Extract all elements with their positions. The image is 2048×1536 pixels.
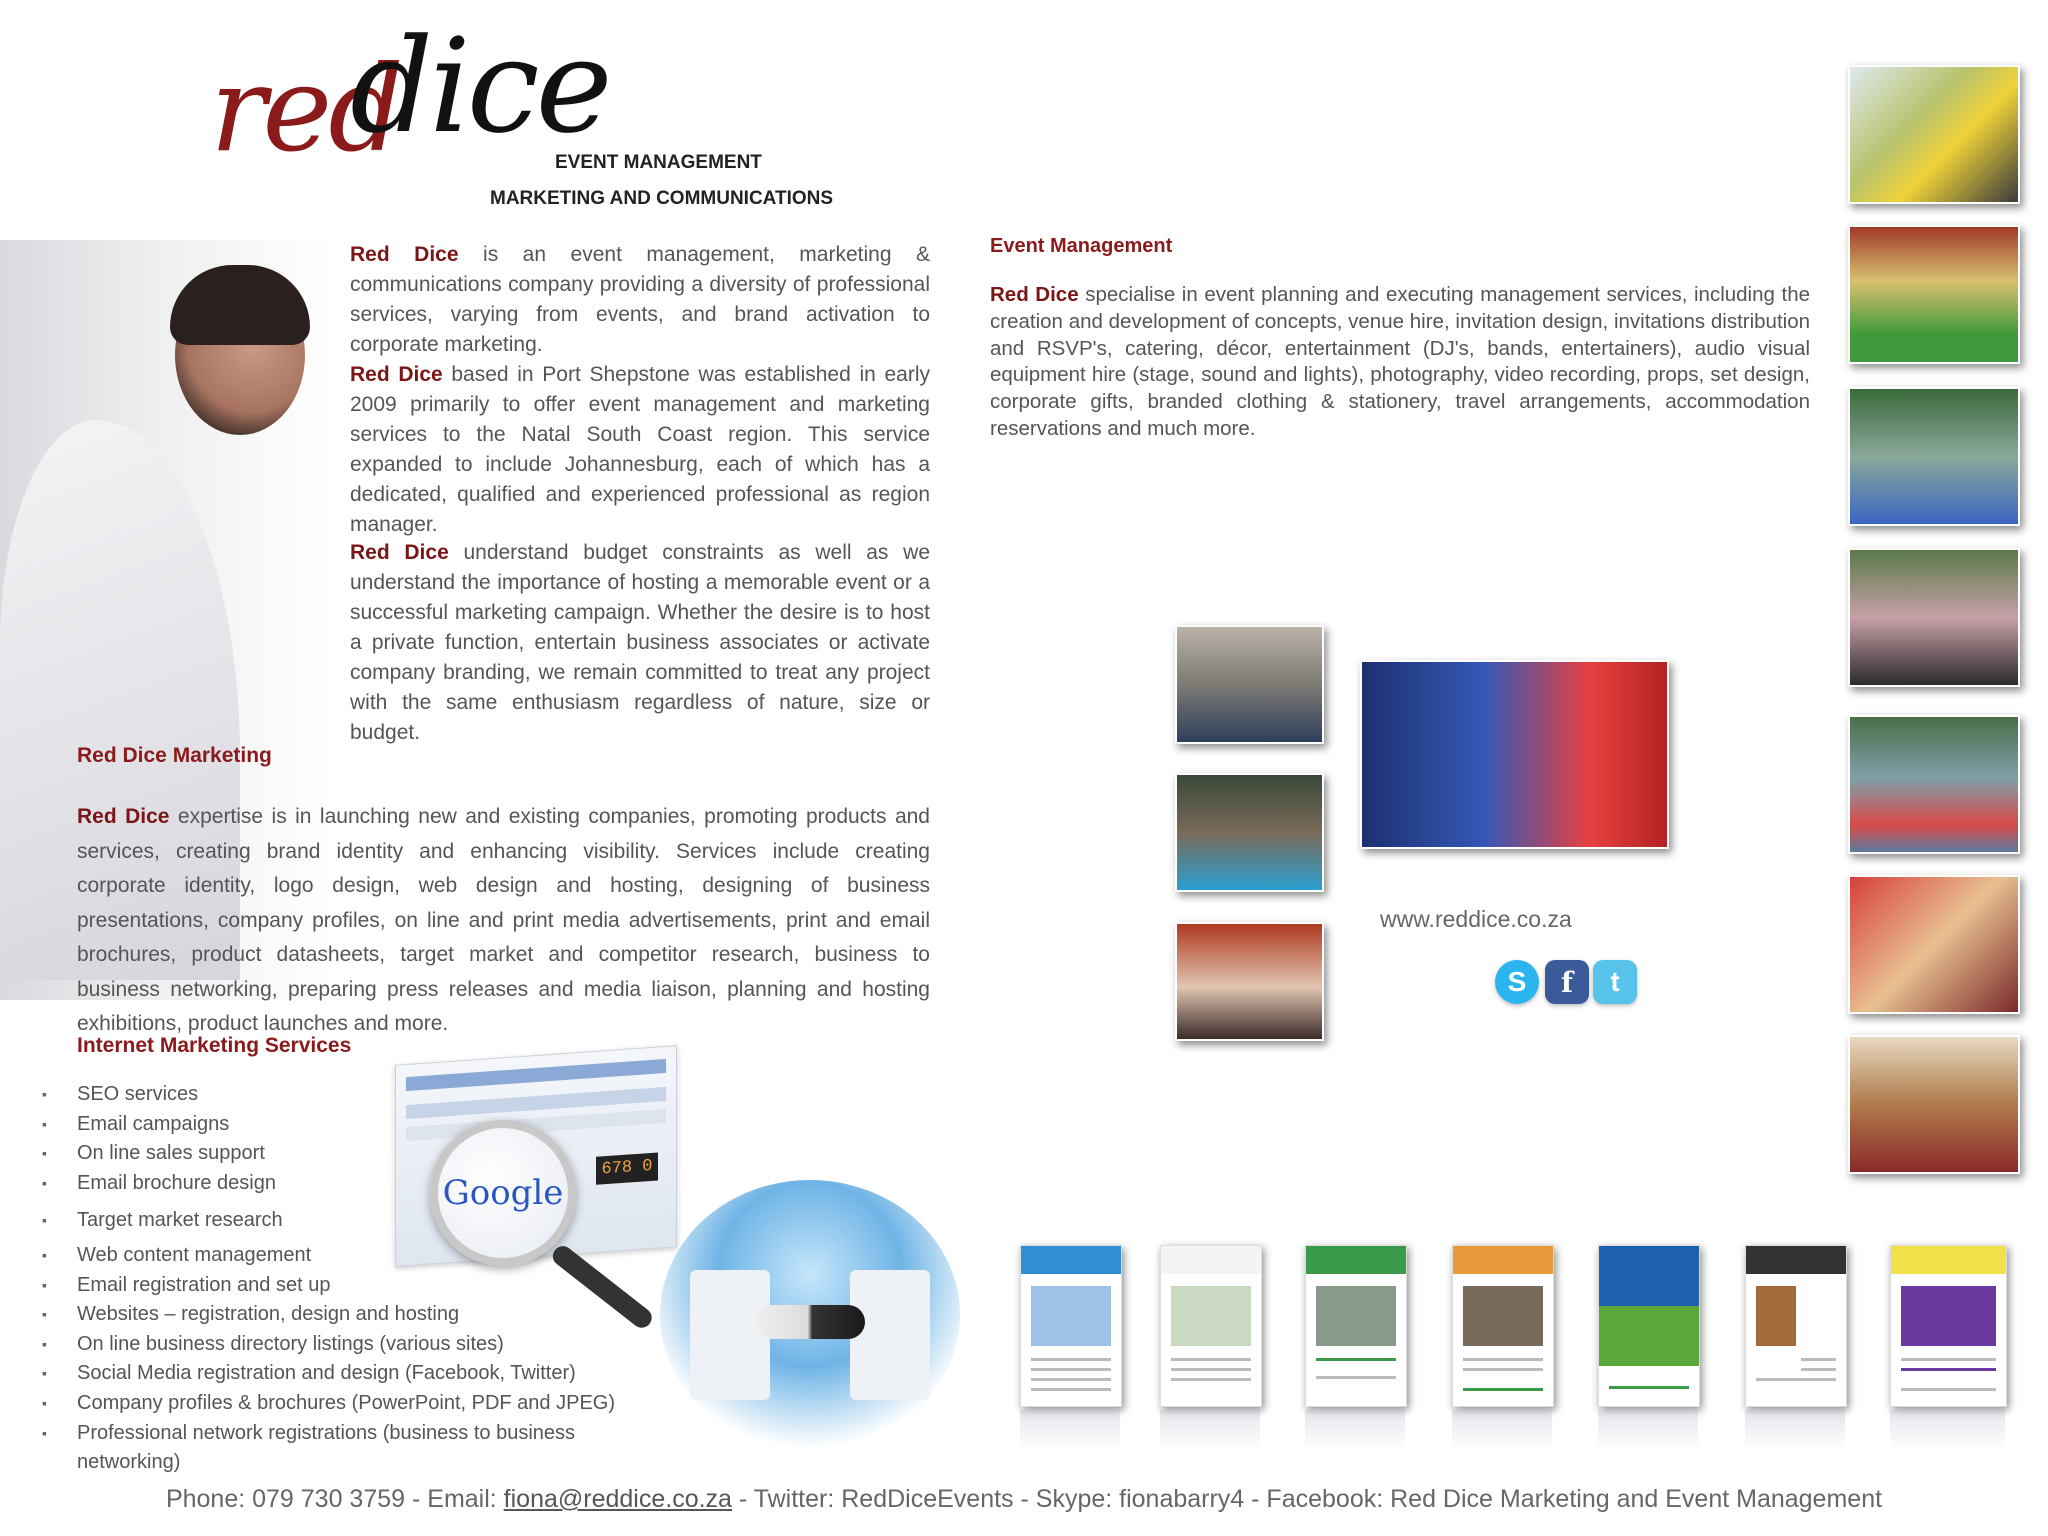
internet-marketing-heading: Internet Marketing Services <box>77 1034 352 1057</box>
marketing-heading: Red Dice Marketing <box>77 744 272 767</box>
list-item: ▪ Email campaigns <box>40 1110 680 1140</box>
screen-digits: 678 0 <box>596 1152 658 1184</box>
marketing-paragraph: Red Dice expertise is in launching new and existing companies, promoting products and services, creating brand identity and enhancing visibility. Services include creating corporate identity, logo design, web design and hosting, designing of business presentations, company profiles, on line and print media advertisements, print and email brochures, product datasheets, target market and competitor research, business to business networking, preparing press releases and media liaison, planning and hosting exhibitions, product launches and more. <box>77 805 930 1035</box>
google-logo-text: Google <box>442 1173 564 1213</box>
website-link[interactable]: www.reddice.co.za <box>1380 906 1572 932</box>
brochure-thumbnail <box>1160 1245 1262 1407</box>
list-item: ▪ Target market research <box>40 1206 680 1236</box>
event-management-paragraph: Red Dice specialise in event planning and executing management services, including the creation and development of concepts, venue hire, invitation design, invitations distribution and RSVP's, catering, décor, entertainment (DJ's, bands, entertainers), audio visual equipment hire (stage, sound and lights), photography, video recording, props, set design, corporate gifts, branded clothing & stationery, travel arrangements, accommodation reservations and much more. <box>990 283 1810 440</box>
brand-name: Red Dice <box>350 541 449 564</box>
list-item: ▪ Company profiles & brochures (PowerPoint, PDF and JPEG) <box>40 1389 680 1419</box>
ladies-event-photo <box>1848 548 2020 687</box>
garden-party-photo <box>1848 387 2020 526</box>
brochure-thumbnail <box>1890 1245 2007 1407</box>
brand-name: Red Dice <box>350 243 459 266</box>
list-item: ▪ On line sales support <box>40 1139 680 1169</box>
magnifier-icon <box>430 1120 576 1266</box>
brochure-thumbnail <box>1452 1245 1554 1407</box>
list-item: ▪ On line business directory listings (various sites) <box>40 1330 680 1360</box>
brochure-thumbnail <box>1598 1245 1700 1407</box>
river-rafting-photo <box>1848 715 2020 854</box>
conference-photo <box>1175 625 1324 744</box>
list-item: ▪ Social Media registration and design (Facebook, Twitter) <box>40 1359 680 1389</box>
skype-icon[interactable]: S <box>1495 960 1539 1004</box>
brand-name: Red Dice <box>350 363 443 386</box>
handshake-globe-illustration <box>660 1180 960 1450</box>
decor-photo <box>1848 225 2020 364</box>
logo-word-red: red <box>210 40 400 178</box>
brochure-thumbnail <box>1020 1245 1122 1407</box>
brand-name: Red Dice <box>990 283 1079 306</box>
tagline-marketing-communications: MARKETING AND COMMUNICATIONS <box>490 188 834 209</box>
celebration-photo <box>1848 875 2020 1014</box>
intro-paragraph-2: Red Dice based in Port Shepstone was established in early 2009 primarily to offer event management and marketing services to the Natal South Coast region. This service expanded to include Johannesburg, each of which has a dedicated, qualified and experienced professional as region manager. <box>350 363 930 536</box>
twitter-icon[interactable]: t <box>1593 960 1637 1004</box>
list-item: ▪ Professional network registrations (business to business networking) <box>40 1419 680 1478</box>
group-photo <box>1175 773 1324 892</box>
intro-paragraph-3: Red Dice understand budget constraints as well as we understand the importance of hosting a memorable event or a successful marketing campaign. Whether the desire is to host a private function, entertain business associates or activate company branding, we remain committed to treat any project with the same enthusiasm regardless of nature, size or budget. <box>350 541 930 744</box>
list-item: ▪ Web content management <box>40 1241 680 1271</box>
kids-party-spiderman-photo <box>1360 660 1669 849</box>
mascot-photo <box>1848 65 2020 204</box>
brochure-thumbnail <box>1745 1245 1847 1407</box>
event-management-heading: Event Management <box>990 235 1173 257</box>
list-item: ▪ SEO services <box>40 1080 680 1110</box>
party-group-photo <box>1175 922 1324 1041</box>
intro-paragraph-1: Red Dice is an event management, marketing & communications company providing a diversity of professional services, varying from events, and brand activation to corporate marketing. <box>350 243 930 356</box>
list-item: ▪ Email registration and set up <box>40 1271 680 1301</box>
brochure-thumbnail <box>1305 1245 1407 1407</box>
contact-footer: Phone: 079 730 3759 - Email: fiona@reddice.co.za - Twitter: RedDiceEvents - Skype: fionabarry4 - Facebook: Red Dice Marketing and Event Management <box>165 1485 1883 1513</box>
banquet-hall-photo <box>1848 1035 2020 1174</box>
list-item: ▪ Websites – registration, design and hosting <box>40 1300 680 1330</box>
list-item: ▪ Email brochure design <box>40 1169 680 1199</box>
facebook-icon[interactable]: f <box>1545 960 1589 1004</box>
brand-name: Red Dice <box>77 805 170 828</box>
email-link[interactable]: fiona@reddice.co.za <box>503 1485 732 1513</box>
tagline-event-management: EVENT MANAGEMENT <box>555 152 762 173</box>
handshake-icon <box>755 1305 865 1339</box>
logo-word-dice: dice <box>350 10 609 162</box>
